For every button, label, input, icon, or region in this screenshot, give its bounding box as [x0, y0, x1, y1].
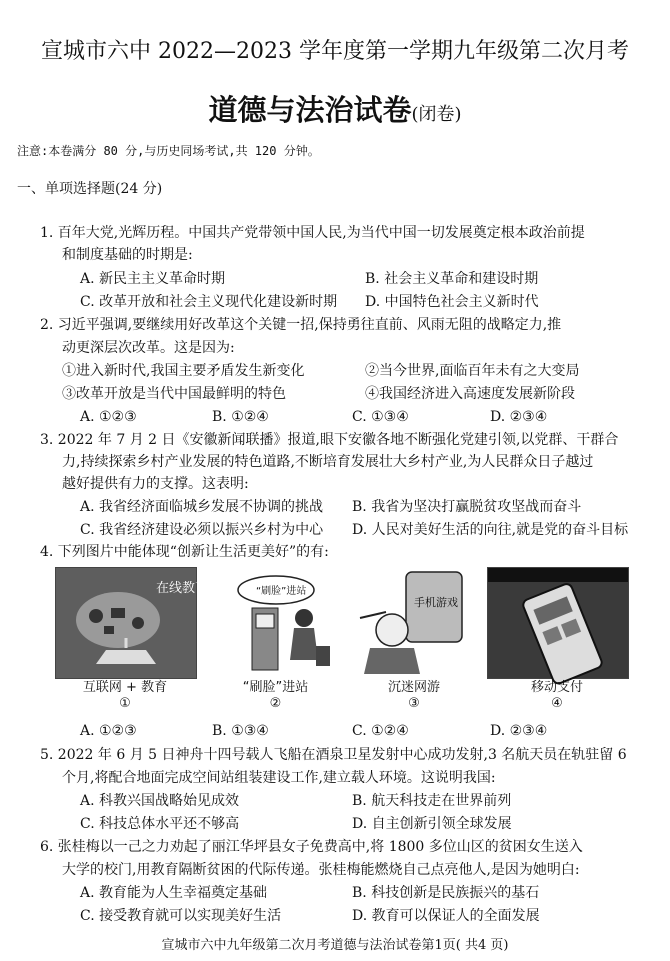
- face-scan-illustration-icon: [214, 568, 339, 678]
- question-6-option-c[interactable]: C. 接受教育就可以实现美好生活: [80, 908, 282, 924]
- question-5-option-d[interactable]: D. 自主创新引领全球发展: [352, 816, 512, 832]
- question-3-option-c[interactable]: C. 我省经济建设必须以振兴乡村为中心: [80, 522, 324, 538]
- question-1-option-a[interactable]: A. 新民主主义革命时期: [80, 271, 226, 287]
- question-4-option-a[interactable]: A. ①②③: [80, 723, 137, 739]
- question-2-option-a[interactable]: A. ①②③: [80, 409, 137, 425]
- picture-game-addiction: [355, 567, 475, 679]
- question-6-option-a[interactable]: A. 教育能为人生幸福奠定基础: [80, 885, 268, 901]
- question-3-option-a[interactable]: A. 我省经济面临城乡发展不协调的挑战: [80, 499, 324, 515]
- question-6-line-1: 6. 张桂梅以一己之力劝起了丽江华坪县女子免费高中,将 1800 多位山区的贫困女生送入: [40, 839, 583, 855]
- question-1-option-b[interactable]: B. 社会主义革命和建设时期: [365, 271, 539, 287]
- question-1-option-c[interactable]: C. 改革开放和社会主义现代化建设新时期: [80, 294, 338, 310]
- question-2-statement-4: ④我国经济进入高速度发展新阶段: [365, 386, 575, 402]
- question-5-option-c[interactable]: C. 科技总体水平还不够高: [80, 816, 240, 832]
- subject-name: 道德与法治试卷: [208, 93, 412, 127]
- question-6-option-d[interactable]: D. 教育可以保证人的全面发展: [352, 908, 540, 924]
- game-addiction-illustration-icon: [356, 568, 474, 678]
- page-footer: 宣城市六中九年级第二次月考道德与法治试卷第1页( 共4 页): [161, 938, 509, 953]
- question-1-line-2: 和制度基础的时期是:: [62, 247, 193, 263]
- question-2-line-2: 动更深层次改革。这是因为:: [62, 340, 235, 356]
- question-5-line-2: 个月,将配合地面完成空间站组装建设工作,建立载人环境。这说明我国:: [62, 770, 496, 786]
- question-2-option-c[interactable]: C. ①③④: [352, 409, 409, 425]
- question-6-option-b[interactable]: B. 科技创新是民族振兴的基石: [352, 885, 540, 901]
- question-3-line-2: 力,持续探索乡村产业发展的特色道路,不断培育发展壮大乡村产业,为人民群众日子越过: [62, 454, 594, 470]
- face-scan-overlay: “刷脸”进站: [256, 586, 307, 597]
- question-2-statement-2: ②当今世界,面临百年未有之大变局: [365, 363, 580, 379]
- question-3-option-d[interactable]: D. 人民对美好生活的向往,就是党的奋斗目标: [352, 522, 629, 538]
- picture-4-caption-text: 移动支付: [530, 680, 583, 695]
- question-3-line-3: 越好提供有力的支撑。这表明:: [62, 476, 249, 492]
- exam-header-title: 宣城市六中 2022—2023 学年度第一学期九年级第二次月考: [41, 39, 629, 64]
- online-education-overlay: 在线教育: [156, 581, 209, 596]
- picture-2-caption-text: “刷脸”进站: [242, 680, 309, 695]
- question-5-option-a[interactable]: A. 科教兴国战略始见成效: [80, 793, 240, 809]
- question-2-statement-1: ①进入新时代,我国主要矛盾发生新变化: [62, 363, 305, 379]
- question-4-option-c[interactable]: C. ①②④: [352, 723, 409, 739]
- mobile-payment-illustration-icon: [488, 568, 628, 678]
- picture-4-caption: [487, 680, 627, 712]
- exam-notice: 注意:本卷满分 80 分,与历史同场考试,共 120 分钟。: [17, 144, 320, 158]
- question-6-line-2: 大学的校门,用教育隔断贫困的代际传递。张桂梅能燃烧自己点亮他人,是因为她明白:: [62, 862, 580, 878]
- picture-face-scan-station: [213, 567, 340, 679]
- picture-4-number: ④: [551, 696, 563, 711]
- picture-3-caption-text: 沉迷网游: [387, 680, 440, 695]
- question-4-option-b[interactable]: B. ①③④: [212, 723, 269, 739]
- question-5-option-b[interactable]: B. 航天科技走在世界前列: [352, 793, 512, 809]
- question-4-line-1: 4. 下列图片中能体现“创新让生活更美好”的有:: [40, 544, 329, 560]
- picture-1-number: ①: [119, 696, 131, 711]
- picture-1-caption: [55, 680, 195, 712]
- subject-note: (闭卷): [411, 104, 462, 125]
- picture-mobile-payment: [487, 567, 629, 679]
- question-3-line-1: 3. 2022 年 7 月 2 日《安徽新闻联播》报道,眼下安徽各地不断强化党建引领,以党群、干群合: [40, 432, 619, 448]
- picture-2-caption: [213, 680, 338, 712]
- exam-subject-title: [0, 88, 670, 129]
- question-1-option-d[interactable]: D. 中国特色社会主义新时代: [365, 294, 539, 310]
- question-2-statement-3: ③改革开放是当代中国最鲜明的特色: [62, 386, 286, 402]
- game-overlay: 手机游戏: [414, 596, 458, 609]
- online-education-illustration-icon: [56, 568, 209, 678]
- question-2-option-d[interactable]: D. ②③④: [490, 409, 548, 425]
- question-4-option-d[interactable]: D. ②③④: [490, 723, 548, 739]
- section-title: 一、单项选择题(24 分): [17, 181, 163, 197]
- picture-online-education: [55, 567, 209, 679]
- picture-3-number: ③: [408, 696, 420, 711]
- picture-1-caption-text: 互联网 + 教育: [82, 680, 168, 695]
- picture-3-caption: [355, 680, 473, 712]
- question-5-line-1: 5. 2022 年 6 月 5 日神舟十四号载人飞船在酒泉卫星发射中心成功发射,3 名航天员在轨驻留 6: [40, 747, 627, 763]
- question-2-option-b[interactable]: B. ①②④: [212, 409, 269, 425]
- question-1-line-1: 1. 百年大党,光辉历程。中国共产党带领中国人民,为当代中国一切发展奠定根本政治前提: [40, 225, 585, 241]
- picture-2-number: ②: [269, 696, 282, 711]
- question-2-line-1: 2. 习近平强调,要继续用好改革这个关键一招,保持勇往直前、风雨无阻的战略定力,推: [40, 317, 562, 333]
- question-3-option-b[interactable]: B. 我省为坚决打赢脱贫攻坚战而奋斗: [352, 499, 582, 515]
